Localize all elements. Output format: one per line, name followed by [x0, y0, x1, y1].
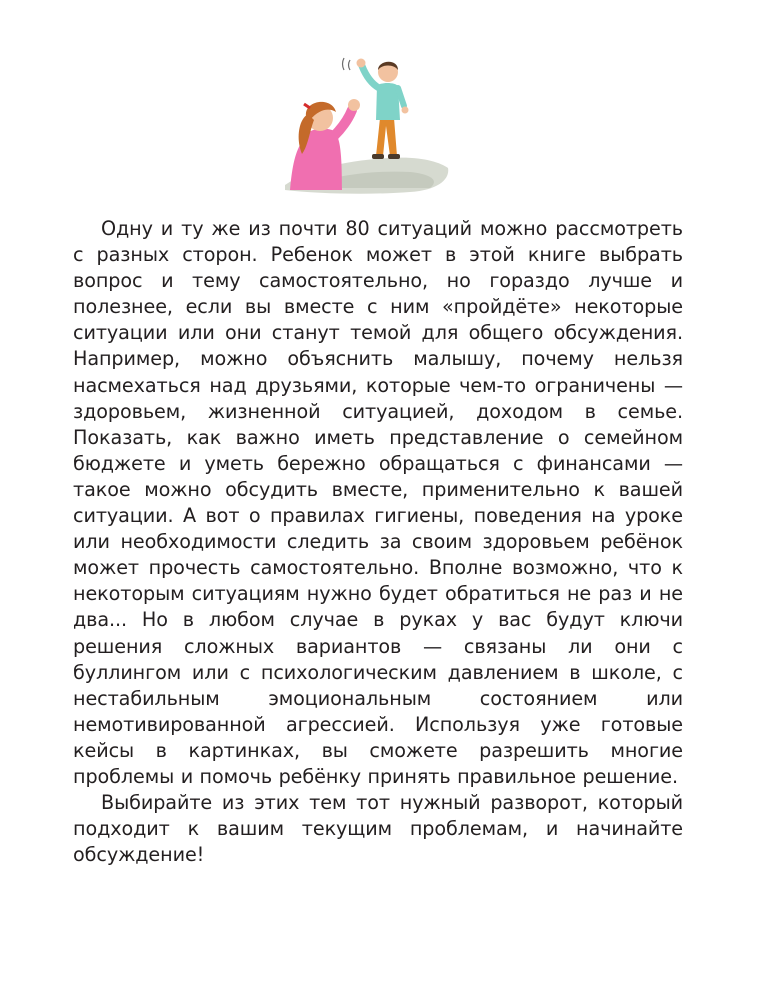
children-waving-icon	[280, 50, 450, 195]
paragraph-main: Одну и ту же из почти 80 ситуаций можно рассмотреть с разных сторон. Ребенок может в этой книге выбрать вопрос и тему самостоятельно, но гораздо лучше и полезнее, если вы вместе с ним «пройдёте» некоторые ситуации или они станут темой для общего обсуждения. Например, можно объяснить малышу, почему нельзя насмехаться над друзьями, которые чем-то ограничены — здоровьем, жизненной ситуацией, доходом в семье. Показать, как важно иметь представление о семейном бюджете и уметь бережно обращаться с финансами — такое можно обсудить вместе, применительно к вашей ситуации. А вот о правилах гигиены, поведения на уроке или необходимости следить за своим здоровьем ребёнок может прочесть самостоятельно. Вполне возможно, что к некоторым ситуациям нужно будет обратиться не раз и не два... Но в любом случае в руках у вас будут ключи решения сложных вариантов — связаны ли они с буллингом или с психологическим давлением в школе, с нестабильным эмоциональным состоянием или немотивированной агрессией. Используя уже готовые кейсы в картинках, вы сможете разрешить многие проблемы и помочь ребёнку принять правильное решение.	[73, 217, 683, 788]
paragraph-closing: Выбирайте из этих тем тот нужный разворот, который подходит к вашим текущим проблемам, и начинайте обсуждение!	[73, 791, 683, 867]
body-text	[73, 216, 683, 868]
